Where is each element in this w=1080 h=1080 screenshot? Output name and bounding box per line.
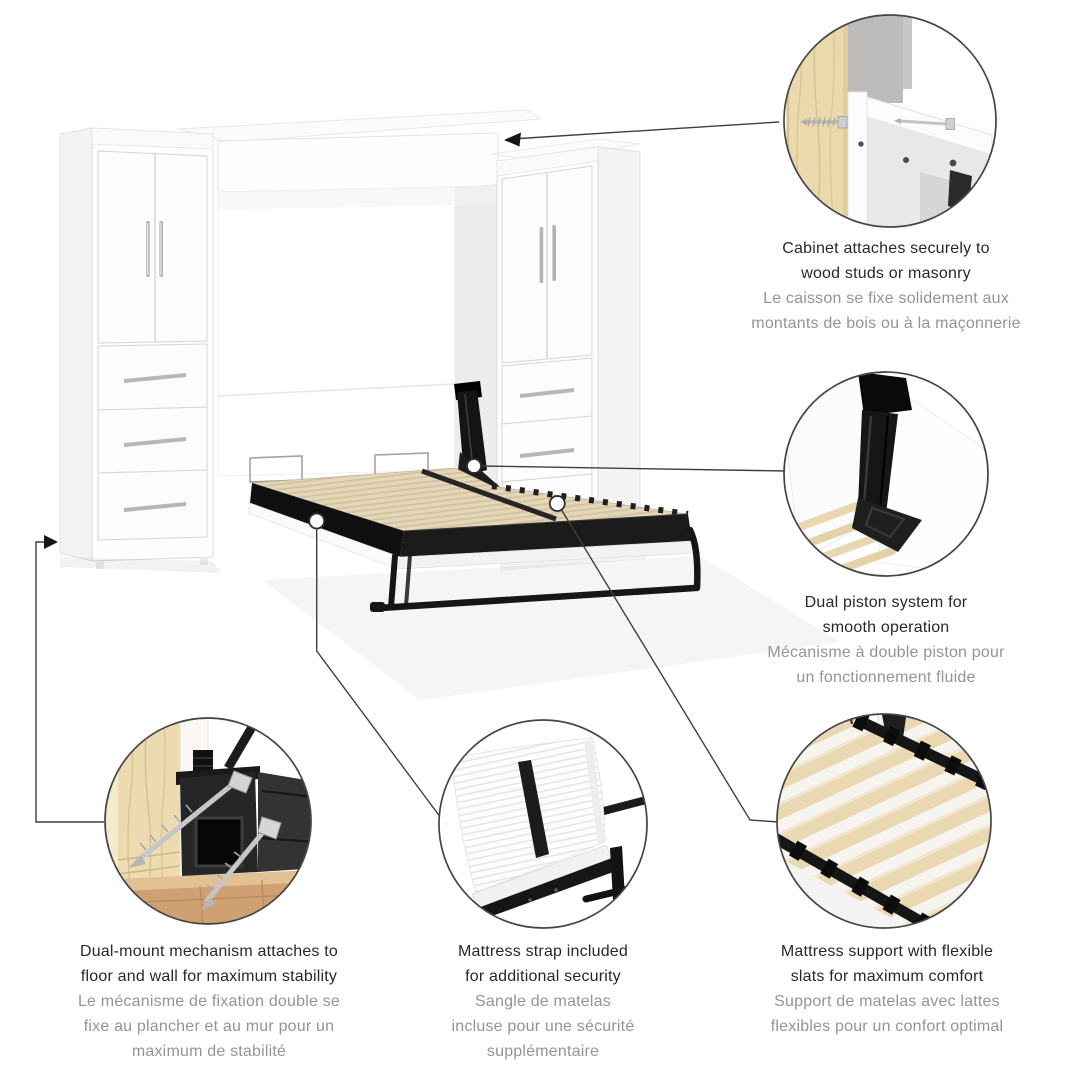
callout-subtitle-line: Le mécanisme de fixation double se — [77, 993, 341, 1010]
callout-subtitle-line: flexibles pour un confort optimal — [770, 1018, 1004, 1035]
callout-circle-mattress-strap — [430, 720, 650, 928]
callout-subtitle-line: incluse pour une sécurité — [451, 1018, 635, 1035]
callout-title-line: floor and wall for maximum stability — [80, 968, 338, 985]
door-handle — [540, 227, 544, 283]
marker-dual-piston — [467, 459, 481, 473]
callout-subtitle-line: Sangle de matelas — [475, 993, 611, 1010]
right-cabinet-doors — [502, 166, 592, 363]
callout-circle-dual-piston — [778, 372, 989, 580]
callout-text-mattress-support — [690, 939, 1080, 1039]
callout-title-line: for additional security — [465, 968, 621, 985]
callout-title-line: wood studs or masonry — [801, 265, 971, 282]
callout-subtitle-line: un fonctionnement fluide — [796, 669, 976, 686]
leader-dual-mount — [36, 542, 104, 822]
callout-subtitle-line: Mécanisme à double piston pour — [767, 644, 1005, 661]
callout-text-dual-piston — [688, 590, 1080, 690]
callout-subtitle-line: Support de matelas avec lattes — [774, 993, 1000, 1010]
callout-circle-dual-mount — [100, 710, 318, 928]
callout-subtitle-line: fixe au plancher et au mur pour un — [83, 1018, 335, 1035]
arrow-right-icon — [44, 535, 58, 549]
alcove-back-panel — [218, 184, 497, 480]
piston-glimpse — [948, 170, 972, 212]
callout-title-line: Mattress strap included — [457, 943, 628, 960]
arrow-left-icon — [504, 133, 521, 147]
callout-title-line: Dual piston system for — [804, 594, 968, 611]
left-cabinet — [60, 128, 213, 569]
callout-subtitle-line: maximum de stabilité — [131, 1043, 287, 1060]
callout-circle-cabinet-mount — [784, 5, 996, 232]
callout-subtitle-line: supplémentaire — [486, 1043, 600, 1060]
callout-title-line: smooth operation — [822, 619, 950, 636]
callout-text-cabinet-mount — [688, 236, 1080, 336]
wood-stud-face — [102, 714, 118, 909]
callout-title-line: Dual-mount mechanism attaches to — [79, 943, 339, 960]
marker-mattress-support — [550, 496, 565, 511]
callout-text-mattress-strap — [391, 939, 695, 1064]
left-cabinet-drawers — [98, 344, 207, 540]
left-cabinet-doors — [98, 151, 207, 343]
marker-mattress-strap — [309, 514, 324, 529]
callout-title-line: Cabinet attaches securely to — [782, 240, 990, 257]
header-bridge — [178, 110, 540, 192]
leader-cabinet-mount — [512, 122, 779, 139]
callout-subtitle-line: Le caisson se fixe solidement aux — [763, 290, 1009, 307]
door-handle — [552, 225, 556, 281]
callout-subtitle-line: montants de bois ou à la maçonnerie — [751, 315, 1021, 332]
floor-shadow — [60, 557, 221, 573]
callout-title-line: Mattress support with flexible — [780, 943, 994, 960]
callout-title-line: slats for maximum comfort — [790, 968, 984, 985]
callout-text-dual-mount — [6, 939, 412, 1064]
